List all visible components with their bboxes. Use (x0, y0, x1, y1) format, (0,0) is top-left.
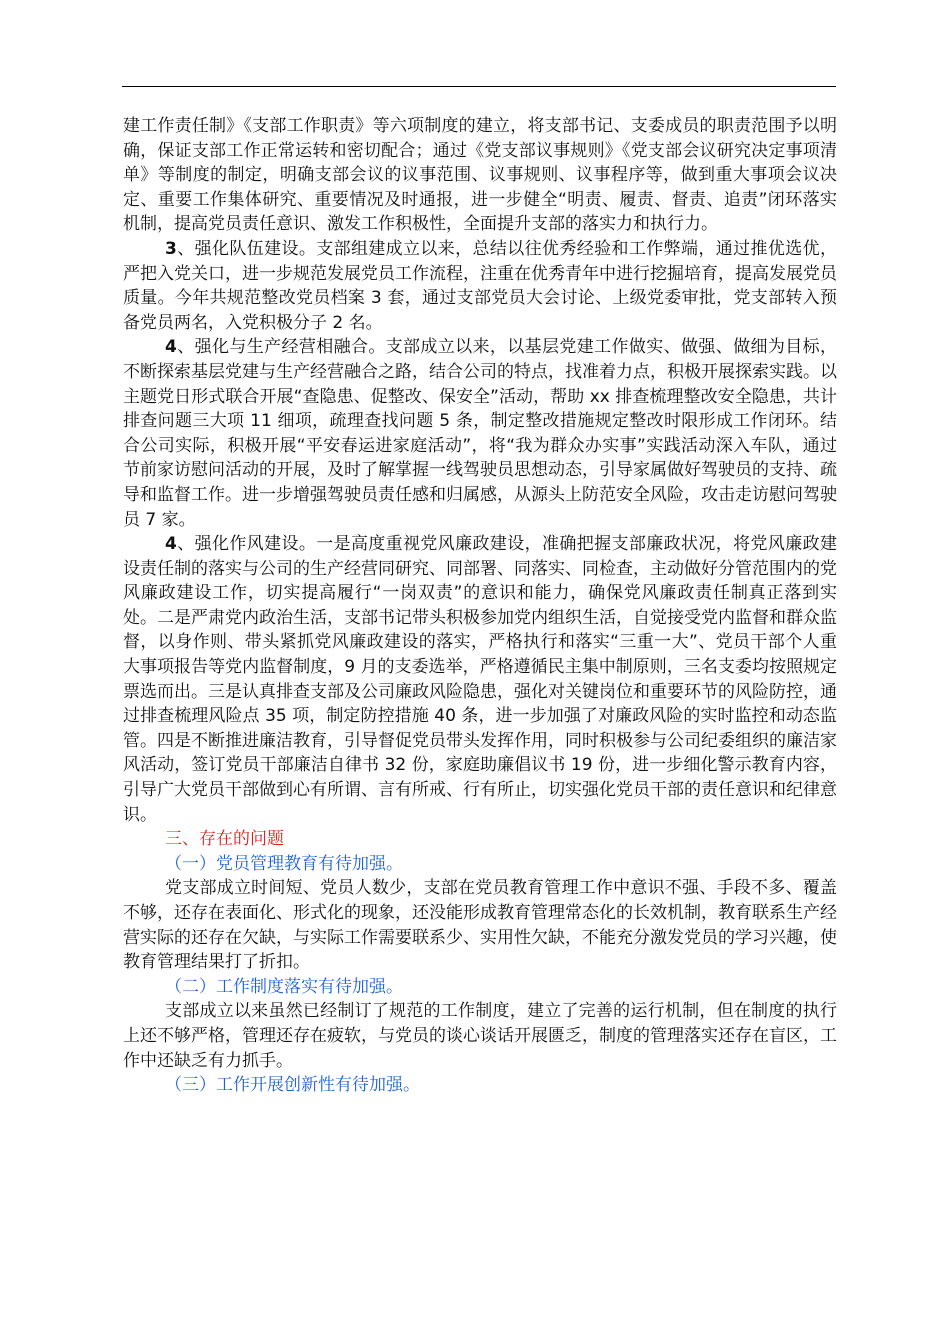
sub-heading: （二）工作制度落实有待加强。 (165, 976, 403, 997)
paragraph-continued (123, 114, 837, 237)
item-number: 4 (165, 534, 177, 555)
section-heading: 三、存在的问题 (165, 829, 284, 850)
item-number: 3 (165, 238, 177, 259)
paragraph-text: 建工作责任制》《支部工作职责》等六项制度的建立，将支部书记、支委成员的职责范围予以明确，保证支部工作正常运转和密切配合；通过《党支部议事规则》《党支部会议研究决定事项清单》等制度的制定，明确支部会议的议事范围、议事规则、议事程序等，做到重大事项会议决定、重要工作集体研究、重要情况及时通报，进一步健全“明责、履责、督责、追责”闭环落实机制，提高党员责任意识、激发工作积极性，全面提升支部的落实力和执行力。 (123, 116, 837, 235)
paragraph-text: 、强化队伍建设。支部组建成立以来，总结以往优秀经验和工作弊端，通过推优选优，严把入党关口，进一步规范发展党员工作流程，注重在优秀青年中进行挖掘培育，提高发展党员质量。今年共规范整改党员档案 3 套，通过支部党员大会讨论、上级党委审批，党支部转入预备党员两名，入党积极分子 2 名。 (123, 238, 837, 333)
paragraph-text: 、强化与生产经营相融合。支部成立以来，以基层党建工作做实、做强、做细为目标，不断探索基层党建与生产经营融合之路，结合公司的特点，找准着力点，积极开展探索实践。以主题党日形式联合开展“查隐患、促整改、保安全”活动，帮助 xx 排查梳理整改安全隐患，共计排查问题三大项 11 细项，疏理查找问题 5 条，制定整改措施规定整改时限形成工作闭环。结合公司实际，积极开展“平安春运进家庭活动”，将“我为群众办实事”实践活动深入车队，通过节前家访慰问活动的开展，及时了解掌握一线驾驶员思想动态，引导家属做好驾驶员的支持、疏导和监督工作。进一步增强驾驶员责任感和归属感，从源头上防范安全风险，攻击走访慰问驾驶员 7 家。 (123, 337, 837, 530)
header-rule (122, 86, 836, 87)
paragraph-team-building (123, 237, 837, 335)
paragraph-work-style (123, 532, 837, 827)
item-number: 4 (165, 337, 177, 358)
sub-section-body: 党支部成立时间短、党员人数少，支部在党员教育管理工作中意识不强、手段不多、覆盖不够，还存在表面化、形式化的现象，还没能形成教育管理常态化的长效机制，教育联系生产经营实际的还存在欠缺，与实际工作需要联系少、实用性欠缺，不能充分激发党员的学习兴趣，使教育管理结果打了折扣。 (123, 878, 837, 973)
paragraph-text: 、强化作风建设。一是高度重视党风廉政建设，准确把握支部廉政状况，将党风廉政建设责任制的落实与公司的生产经营同研究、同部署、同落实、同检查，主动做好分管范围内的党风廉政建设工作，切实提高履行“一岗双责”的意识和能力，确保党风廉政责任制真正落到实处。二是严肃党内政治生活，支部书记带头积极参加党内组织生活，自觉接受党内监督和群众监督，以身作则、带头紧抓党风廉政建设的落实，严格执行和落实“三重一大”、党员干部个人重大事项报告等党内监督制度，9 月的支委选举，严格遵循民主集中制原则，三名支委均按照规定票选而出。三是认真排查支部及公司廉政风险隐患，强化对关键岗位和重要环节的风险防控，通过排查梳理风险点 35 项，制定防控措施 40 条，进一步加强了对廉政风险的实时监控和动态监管。四是不断推进廉洁教育，引导督促党员带头发挥作用，同时积极参与公司纪委组织的廉洁家风活动，签订党员干部廉洁自律书 32 份，家庭助廉倡议书 19 份，进一步细化警示教育内容，引导广大党员干部做到心有所谓、言有所戒、行有所止，切实强化党员干部的责任意识和纪律意识。 (123, 534, 837, 825)
document-body (123, 114, 837, 1098)
sub-section-body: 支部成立以来虽然已经制订了规范的工作制度，建立了完善的运行机制，但在制度的执行上还不够严格，管理还存在疲软，与党员的谈心谈话开展匮乏，制度的管理落实还存在盲区，工作中还缺乏有力抓手。 (123, 1001, 837, 1071)
sub-heading: （一）党员管理教育有待加强。 (165, 853, 403, 874)
sub-heading: （三）工作开展创新性有待加强。 (165, 1075, 420, 1096)
paragraph-production-integration (123, 335, 837, 532)
